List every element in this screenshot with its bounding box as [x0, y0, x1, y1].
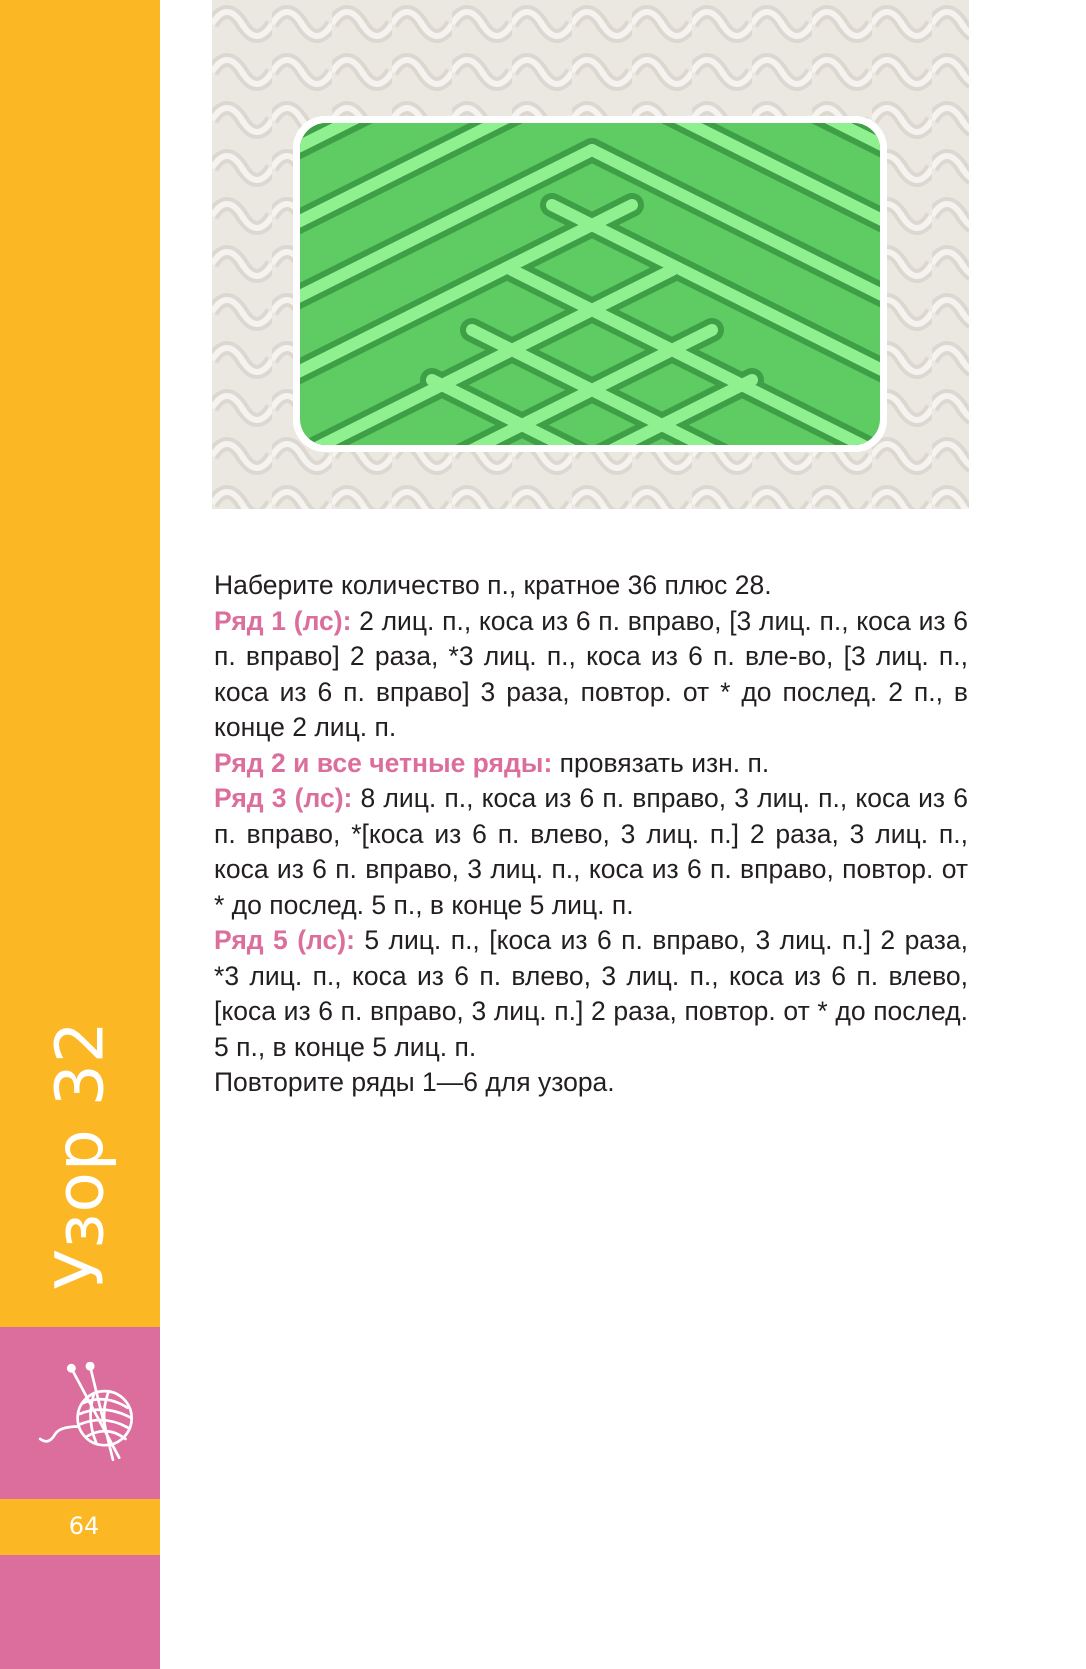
row-2 — [214, 746, 968, 782]
row-1-label: Ряд 1 (лс): — [214, 605, 352, 636]
row-3 — [214, 781, 968, 923]
row-5-label: Ряд 5 (лс): — [214, 925, 355, 955]
row-3-label: Ряд 3 (лс): — [214, 783, 353, 813]
row-5-text: 5 лиц. п., [коса из 6 п. вправо, 3 лиц. п.] 2 раза, *3 лиц. п., коса из 6 п. влево, 3 лиц. п., коса из 6 п. влево, [коса из 6 п. вправо, 3 лиц. п.] 2 раза, повтор. от * до послед. 5 п., в конце 5 лиц. п. — [214, 925, 968, 1062]
yarn-ball-with-needles-icon — [36, 1362, 140, 1466]
page-number: 64 — [68, 1512, 100, 1540]
row-2-label: Ряд 2 и все четные ряды: — [214, 747, 553, 778]
pattern-title: Узор 32 — [41, 1020, 119, 1290]
intro-line: Наберите количество п., кратное 36 плюс 28. — [214, 570, 772, 600]
outro-line: Повторите ряды 1—6 для узора. — [214, 1067, 615, 1097]
row-1-text: 2 лиц. п., коса из 6 п. вправо, [3 лиц. п., коса из 6 п. вправо] 2 раза, *3 лиц. п., коса из 6 п. вле-во, [3 лиц. п., коса из 6 п. вправо] 3 раза, повтор. от * до послед. 2 п., в конце 2 лиц. п. — [214, 605, 968, 742]
pattern-instructions — [214, 568, 968, 1101]
knit-swatch-image — [212, 0, 969, 509]
sidebar-pink-footer — [0, 1555, 160, 1669]
row-2-text: провязать изн. п. — [552, 747, 770, 778]
row-1 — [214, 604, 968, 746]
sidebar — [0, 0, 160, 1669]
row-5 — [214, 923, 968, 1065]
knit-swatch-photo — [212, 0, 969, 509]
row-3-text: 8 лиц. п., коса из 6 п. вправо, 3 лиц. п., коса из 6 п. вправо, *[коса из 6 п. влево, 3 лиц. п.] 2 раза, 3 лиц. п., коса из 6 п. вправо, 3 лиц. п., коса из 6 п. вправо, повтор. от * до послед. 5 п., в конце 5 лиц. п. — [214, 783, 968, 920]
